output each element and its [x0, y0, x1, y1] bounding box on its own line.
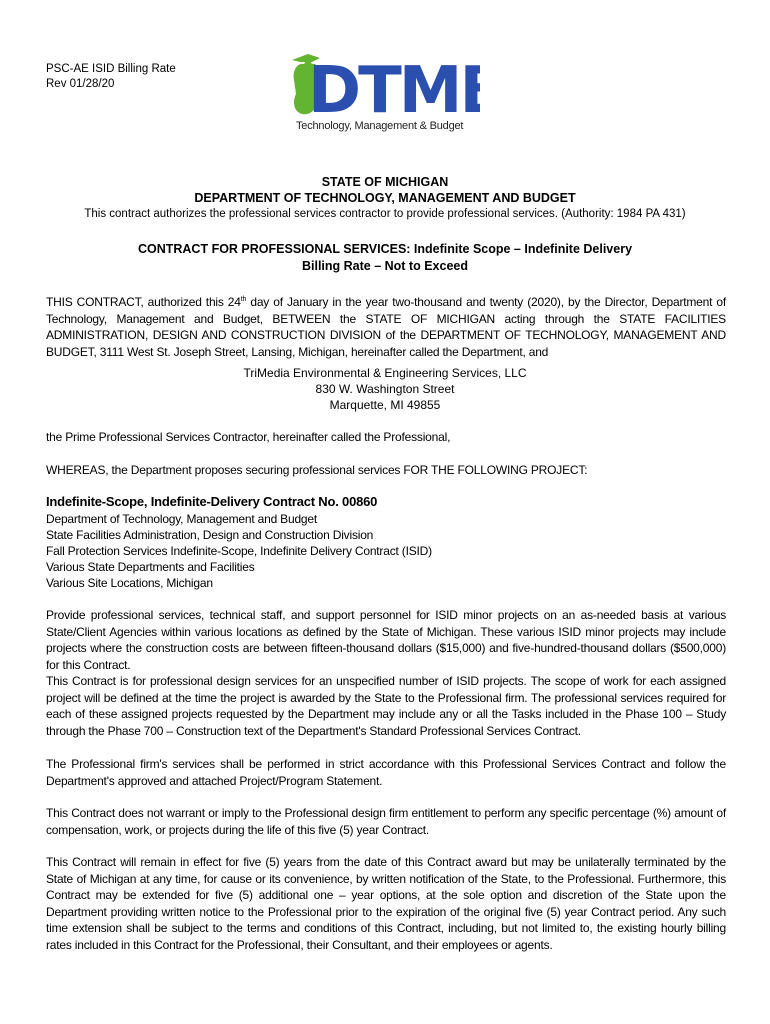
no-warrant-paragraph: This Contract does not warrant or imply to the Professional design firm entitlement to perform any specific percentage (%) amount of compensation, work, or projects during the life of this five (5) year Contract.: [46, 806, 726, 837]
design-services-paragraph: This Contract is for professional design services for an unspecified number of ISID projects. The scope of work for each assigned project will be defined at the time the project is awarded by the State to the Professional firm. The professional services required for each of these assigned projects requested by the Department may include any or all the Tasks included in the Phase 100 – Study through the Phase 700 – Construction text of the Department's Standard Professional Services Contract.: [46, 674, 726, 738]
project-line: State Facilities Administration, Design and Construction Division: [46, 528, 374, 542]
scope-paragraph: Provide professional services, technical staff, and support personnel for ISID minor projects on an as-needed basis at various State/Client Agencies within various locations as defined by the State of Michigan. These various ISID minor projects may include projects where the construction costs are between fifteen-thousand dollars ($15,000) and five-hundred-thousand dollars ($500,000) for this Contract.: [46, 608, 726, 672]
project-line: Various Site Locations, Michigan: [46, 576, 213, 590]
dtmb-logo-graphic: [290, 50, 480, 122]
project-line: Fall Protection Services Indefinite-Scope, Indefinite Delivery Contract (ISID): [46, 544, 432, 558]
project-heading: Indefinite-Scope, Indefinite-Delivery Contract No. 00860: [46, 494, 378, 509]
project-line: Various State Departments and Facilities: [46, 560, 255, 574]
project-line: Department of Technology, Management and Budget: [46, 512, 318, 526]
authority-line: This contract authorizes the professional services contractor to provide professional services. (Authority: 1984 PA 431): [84, 208, 686, 220]
logo-letters: DTM: [308, 54, 460, 122]
state-heading: STATE OF MICHIGAN: [321, 175, 449, 189]
accordance-paragraph: The Professional firm's services shall be performed in strict accordance with this Professional Services Contract and follow the Department's approved and attached Project/Program Statement.: [46, 757, 726, 788]
term-paragraph: This Contract will remain in effect for five (5) years from the date of this Contract award but may be unilaterally terminated by the State of Michigan at any time, for cause or its convenience, by written notification of the State, to the Professional. Furthermore, this Contract may be extended for five (5) additional one – year options, at the sole option and discretion of the State upon the Department providing written notice to the Professional prior to the expiration of the original five (5) year Contract period. Any such time extension shall be subject to the terms and conditions of this Contract, including, but not limited to, the existing hourly billing rates included in this Contract for the Professional, their Consultant, and their employees or agents.: [46, 855, 726, 952]
department-heading: DEPARTMENT OF TECHNOLOGY, MANAGEMENT AND BUDGET: [194, 191, 576, 205]
revision-date: Rev 01/28/20: [46, 78, 115, 90]
contractor-city: Marquette, MI 49855: [329, 398, 441, 412]
contract-subtitle: Billing Rate – Not to Exceed: [301, 259, 468, 273]
intro-paragraph: THIS CONTRACT, authorized this 24th day of January in the year two-thousand and twenty (2020), by the Director, Department of Technology, Management and Budget, BETWEEN the STATE OF MICHIGAN acting through the STATE FACILITIES ADMINISTRATION, DESIGN AND CONSTRUCTION DIVISION of the DEPARTMENT OF TECHNOLOGY, MANAGEMENT AND BUDGET, 3111 West St. Joseph Street, Lansing, Michigan, hereinafter called the Department, and: [46, 295, 727, 359]
prime-contractor-line: the Prime Professional Services Contractor, hereinafter called the Professional,: [46, 430, 451, 444]
contractor-name: TriMedia Environmental & Engineering Services, LLC: [243, 366, 527, 380]
contractor-street: 830 W. Washington Street: [315, 382, 455, 396]
whereas-line: WHEREAS, the Department proposes securing professional services FOR THE FOLLOWING PROJECT:: [46, 463, 588, 477]
logo-tagline: Technology, Management & Budget: [296, 120, 464, 132]
form-id: PSC-AE ISID Billing Rate: [46, 63, 176, 75]
contract-title: CONTRACT FOR PROFESSIONAL SERVICES: Indefinite Scope – Indefinite Delivery: [137, 242, 633, 256]
